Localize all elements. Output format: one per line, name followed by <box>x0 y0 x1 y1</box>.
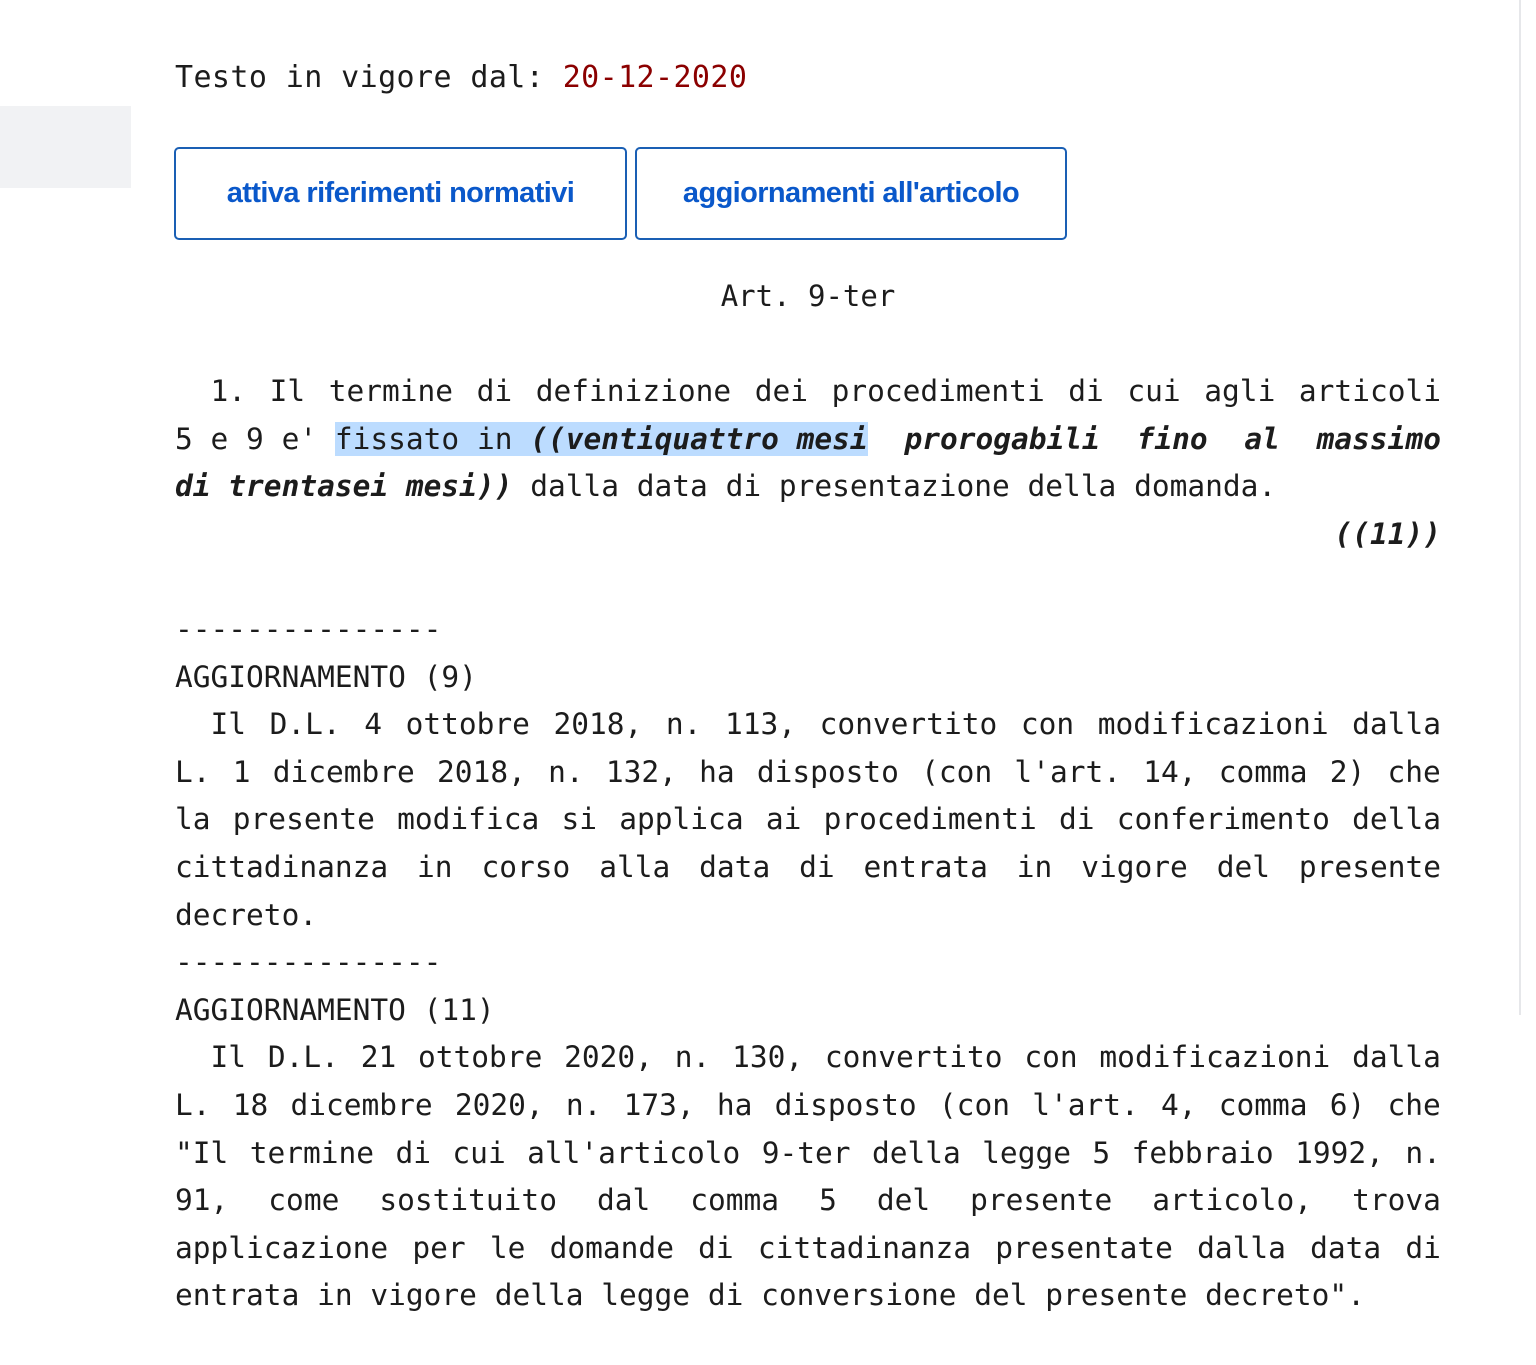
word: 2018, <box>437 754 526 789</box>
word: la <box>175 802 211 837</box>
update-11-line-4 <box>175 1177 1441 1225</box>
word: 91, <box>175 1183 229 1218</box>
comma-1-line-1 <box>175 368 1441 416</box>
word: entrata <box>863 849 988 884</box>
word: all'articolo <box>527 1135 741 1170</box>
word: agli <box>1204 374 1276 408</box>
selected-text: fissato in ((ventiquattro mesi <box>334 421 868 456</box>
word: alla <box>599 849 671 884</box>
word: L. <box>175 1087 211 1122</box>
word: ottobre <box>418 1040 543 1075</box>
word: cittadinanza <box>175 849 389 884</box>
spacer <box>175 558 1441 606</box>
word: comma <box>690 1183 780 1218</box>
word: per <box>412 1230 466 1265</box>
word: 113, <box>725 707 797 742</box>
word: che <box>1387 1087 1441 1122</box>
word: presentate <box>995 1230 1173 1265</box>
word: sostituito <box>379 1183 557 1218</box>
word: ha <box>699 754 735 789</box>
word: 2) <box>1329 754 1366 789</box>
word: del <box>876 1183 931 1218</box>
word: 2020, <box>564 1040 653 1075</box>
word: comma <box>1218 754 1308 789</box>
word: convertito <box>824 1040 1003 1075</box>
word: n. <box>548 754 584 789</box>
word: cittadinanza <box>757 1230 972 1265</box>
word: L. <box>175 754 211 789</box>
word: come <box>268 1183 340 1218</box>
update-9-line-1 <box>175 701 1441 749</box>
word: 4, <box>1160 1087 1197 1122</box>
word: di <box>1068 374 1104 408</box>
word: termine <box>249 1135 375 1170</box>
word: con <box>1020 707 1075 742</box>
word: 1. <box>175 374 247 408</box>
word: 6) <box>1329 1087 1366 1122</box>
word: n. <box>674 1040 711 1075</box>
word: cui <box>452 1135 506 1170</box>
word: di <box>698 1230 734 1265</box>
word: in <box>1016 849 1053 884</box>
separator-line: --------------- <box>175 611 442 646</box>
word: D.L. <box>269 707 341 742</box>
update-9-line-5: decreto. <box>175 897 318 932</box>
separator-line: --------------- <box>175 945 442 980</box>
word: articoli <box>1298 374 1441 408</box>
word: 18 <box>232 1087 269 1122</box>
word: di <box>1059 802 1095 837</box>
word: massimo <box>1316 421 1441 456</box>
word: le <box>489 1230 526 1265</box>
word: prorogabili <box>904 421 1100 456</box>
word: comma <box>1218 1087 1308 1122</box>
word: Il <box>175 707 247 742</box>
word: n. <box>665 707 702 742</box>
word: procedimenti <box>831 374 1045 408</box>
word: che <box>1387 754 1441 789</box>
word: di <box>476 374 513 408</box>
word: 2020, <box>454 1087 544 1122</box>
word: n. <box>565 1087 602 1122</box>
word: legge <box>982 1135 1071 1170</box>
word: dei <box>754 374 808 408</box>
word: 132, <box>605 754 677 789</box>
update-heading-9: AGGIORNAMENTO (9) <box>175 659 477 694</box>
word: l'art. <box>1032 1087 1139 1122</box>
vigore-line <box>175 58 747 98</box>
word: ha <box>716 1087 753 1122</box>
word: 173, <box>623 1087 695 1122</box>
update-11-line-2 <box>175 1082 1441 1130</box>
word: 14, <box>1143 754 1197 789</box>
word: (con <box>921 754 993 789</box>
word: 2018, <box>553 707 643 742</box>
word: 21 <box>360 1040 397 1075</box>
word: della <box>1352 802 1441 837</box>
word: in <box>417 849 453 884</box>
sidebar-panel <box>0 106 131 188</box>
word: si <box>561 802 597 837</box>
word: articolo, <box>1152 1183 1313 1218</box>
update-heading-11: AGGIORNAMENTO (11) <box>175 992 495 1027</box>
word: 5 <box>1092 1135 1111 1170</box>
word: dal <box>596 1183 651 1218</box>
word: ai <box>765 802 802 837</box>
word: conferimento <box>1116 802 1330 837</box>
word: definizione <box>535 374 732 408</box>
word: 5 <box>819 1183 837 1218</box>
word: modifica <box>397 802 540 837</box>
word: dalla <box>1352 707 1441 742</box>
update-11-line-3 <box>175 1130 1441 1178</box>
word: presente <box>232 802 375 837</box>
update-11-line-6: entrata in vigore della legge di conversione del presente decreto". <box>175 1278 1365 1313</box>
vigore-label: Testo in vigore dal: <box>175 60 545 95</box>
comma-1-line-3: di trentasei mesi)) dalla data di presentazione della domanda. <box>175 469 1277 504</box>
word: modificazioni <box>1097 707 1329 742</box>
word: disposto <box>756 754 899 789</box>
word: dalla <box>1352 1040 1441 1075</box>
word: domande <box>549 1230 674 1265</box>
update-11-line-1 <box>175 1034 1441 1082</box>
word: (con <box>938 1087 1010 1122</box>
word: convertito <box>819 707 998 742</box>
word: dicembre <box>290 1087 433 1122</box>
word: 4 <box>364 707 383 742</box>
word: termine <box>328 374 454 408</box>
word: corso <box>481 849 571 884</box>
word: 1992, <box>1295 1135 1384 1170</box>
word: presente <box>970 1183 1113 1218</box>
word: data <box>699 849 771 884</box>
word: trova <box>1352 1183 1441 1218</box>
word: dalla <box>1197 1230 1286 1265</box>
word: disposto <box>774 1087 917 1122</box>
riferimenti-normativi-button[interactable]: attiva riferimenti normativi <box>174 147 627 240</box>
word: 1 <box>232 754 251 789</box>
vigore-date: 20-12-2020 <box>562 60 748 95</box>
word: dicembre <box>272 754 415 789</box>
word: con <box>1024 1040 1078 1075</box>
word: D.L. <box>267 1040 339 1075</box>
word: fino <box>1136 421 1208 456</box>
word: applicazione <box>175 1230 389 1265</box>
comma-1-line-2 <box>175 416 1441 464</box>
word: data <box>1310 1230 1382 1265</box>
article-body <box>175 368 1441 1320</box>
word: l'art. <box>1014 754 1121 789</box>
word: modificazioni <box>1099 1040 1331 1075</box>
update-9-line-4 <box>175 844 1441 892</box>
word: "Il <box>175 1135 229 1170</box>
comma-1-note: ((11)) <box>1334 516 1441 551</box>
scrollbar-track <box>1519 0 1521 1015</box>
word: cui <box>1127 374 1181 408</box>
word: della <box>871 1135 961 1170</box>
word: applica <box>619 802 744 837</box>
update-9-line-2 <box>175 749 1441 797</box>
word: n. <box>1405 1135 1441 1170</box>
update-9-line-3 <box>175 796 1441 844</box>
word: ottobre <box>405 707 530 742</box>
comma-1-line-2-start: 5 e 9 e' fissato in ((ventiquattro mesi <box>175 421 868 456</box>
word: procedimenti <box>823 802 1037 837</box>
word: al <box>1244 421 1280 456</box>
word: 130, <box>732 1040 804 1075</box>
article-title: Art. 9-ter <box>720 279 896 313</box>
word: del <box>1216 849 1270 884</box>
word: Il <box>269 374 306 408</box>
word: di <box>799 849 835 884</box>
word: vigore <box>1081 849 1188 884</box>
word: di <box>395 1135 431 1170</box>
update-11-line-5 <box>175 1225 1441 1273</box>
word: febbraio <box>1131 1135 1274 1170</box>
word: 9-ter <box>761 1135 851 1170</box>
word: Il <box>175 1040 247 1075</box>
word: presente <box>1298 849 1441 884</box>
word: di <box>1405 1230 1441 1265</box>
aggiornamenti-articolo-button[interactable]: aggiornamenti all'articolo <box>635 147 1067 240</box>
